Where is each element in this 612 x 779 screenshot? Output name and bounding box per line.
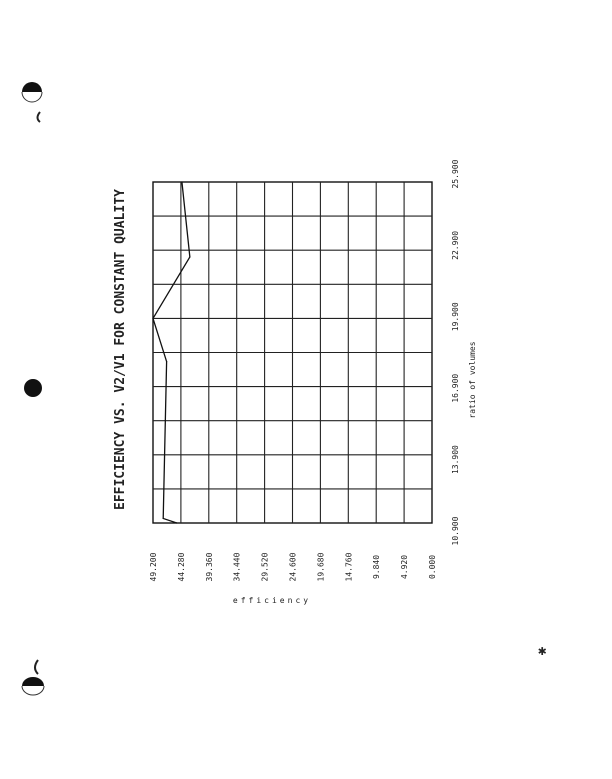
grid (153, 182, 432, 523)
tick-labels (149, 159, 460, 581)
hole-punch-outline (22, 686, 44, 695)
x-tick-label: 19.900 (451, 302, 460, 332)
data-point (152, 318, 153, 319)
y-tick-label: 29.520 (260, 552, 270, 582)
y-tick-label: 0.000 (428, 554, 437, 580)
y-tick-label: 14.760 (344, 552, 354, 582)
hole-punch-outline (22, 92, 42, 102)
y-tick-label: 19.680 (316, 552, 326, 582)
hole-punch-mark (22, 677, 44, 686)
hole-punch-mark (22, 82, 42, 92)
y-tick-label: 44.280 (176, 552, 186, 582)
hole-punch-mark (24, 379, 42, 397)
chart-title: EFFICIENCY VS. V2/V1 FOR CONSTANT QUALITY (113, 189, 128, 510)
y-tick-label: 24.600 (288, 552, 298, 582)
y-tick-label: 39.360 (204, 552, 214, 582)
data-point (181, 181, 182, 182)
data-point (176, 522, 177, 523)
scan-speck: ✱ (538, 643, 547, 659)
y-tick-label: 34.440 (232, 552, 242, 582)
x-axis-label: ratio of volumes (468, 341, 477, 419)
x-tick-label: 10.900 (451, 516, 460, 546)
x-tick-label: 25.900 (451, 159, 460, 189)
x-tick-label: 16.900 (451, 373, 460, 403)
data-point (163, 518, 164, 519)
data-point (189, 256, 190, 257)
y-axis-label: efficiency (232, 596, 312, 605)
x-tick-label: 22.900 (451, 230, 460, 260)
scan-speck (38, 112, 41, 122)
data-point (166, 361, 167, 362)
x-tick-label: 13.900 (451, 445, 460, 475)
y-tick-label: 9.840 (372, 554, 382, 580)
scan-speck (35, 660, 38, 674)
y-tick-label: 4.920 (400, 554, 410, 580)
y-tick-label: 49.200 (149, 552, 158, 582)
